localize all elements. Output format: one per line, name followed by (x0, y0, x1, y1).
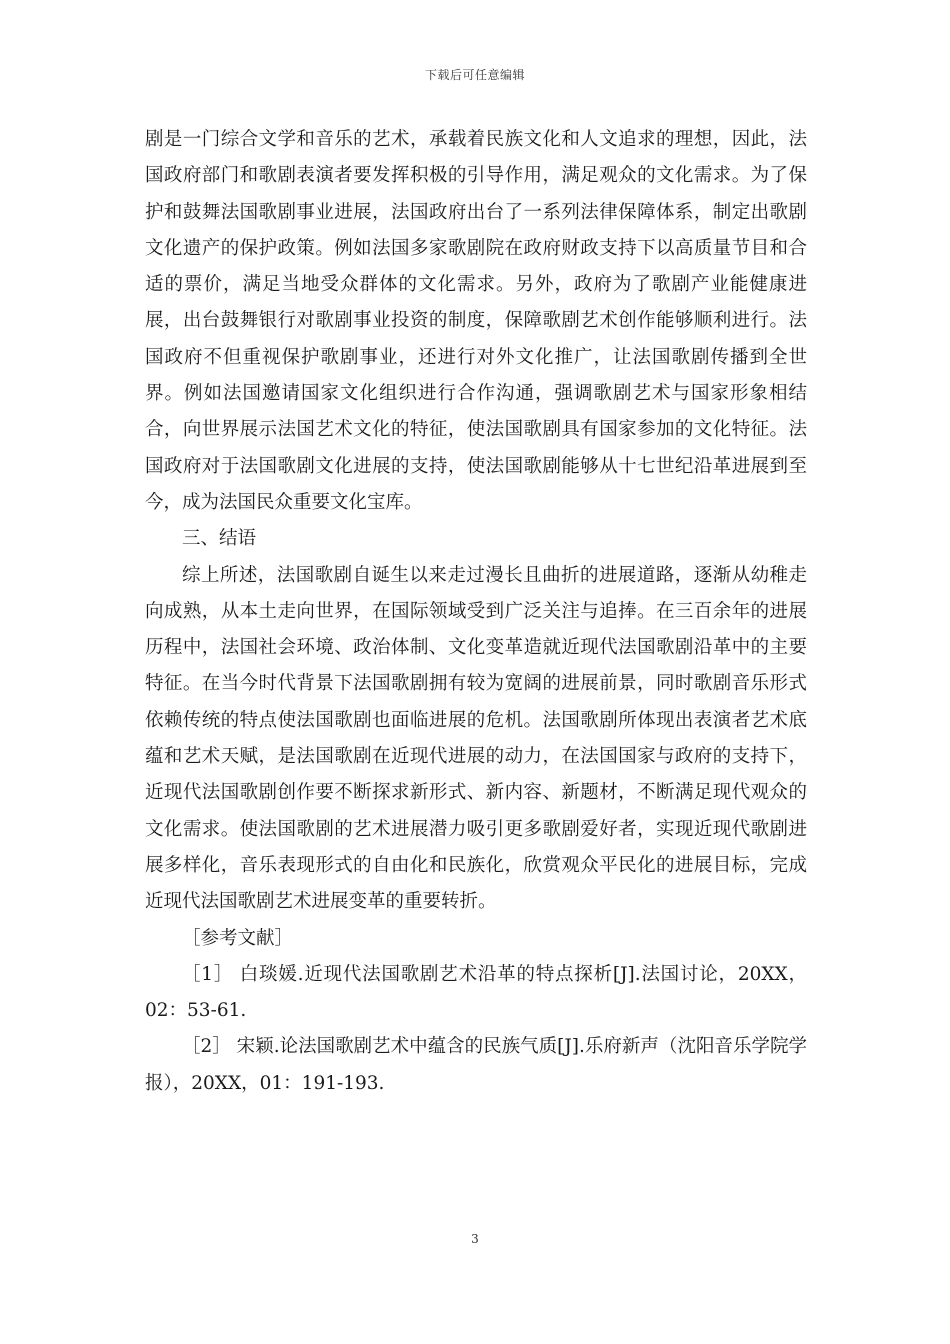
page-number: 3 (471, 1232, 479, 1246)
body-paragraph: 综上所述，法国歌剧自诞生以来走过漫长且曲折的进展道路，逐渐从幼稚走向成熟，从本土走向世界，在国际领域受到广泛关注与追捧。在三百余年的进展历程中，法国社会环境、政治体制、文化变革造就近现代法国歌剧沿革中的主要特征。在当今时代背景下法国歌剧拥有较为宽阔的进展前景，同时歌剧音乐形式依赖传统的特点使法国歌剧也面临进展的危机。法国歌剧所体现出表演者艺术底蕴和艺术天赋，是法国歌剧在近现代进展的动力，在法国国家与政府的支持下，近现代法国歌剧创作要不断探求新形式、新内容、新题材，不断满足现代观众的文化需求。使法国歌剧的艺术进展潜力吸引更多歌剧爱好者，实现近现代歌剧进展多样化，音乐表现形式的自由化和民族化，欣赏观众平民化的进展目标，完成近现代法国歌剧艺术进展变革的重要转折。 (145, 564, 807, 913)
body-paragraph: 剧是一门综合文学和音乐的艺术，承载着民族文化和人文追求的理想，因此，法国政府部门和歌剧表演者要发挥积极的引导作用，满足观众的文化需求。为了保护和鼓舞法国歌剧事业进展，法国政府出台了一系列法律保障体系，制定出歌剧文化遗产的保护政策。例如法国多家歌剧院在政府财政支持下以高质量节目和合适的票价，满足当地受众群体的文化需求。另外，政府为了歌剧产业能健康进展，出台鼓舞银行对歌剧事业投资的制度，保障歌剧艺术创作能够顺利进行。法国政府不但重视保护歌剧事业，还进行对外文化推广，让法国歌剧传播到全世界。例如法国邀请国家文化组织进行合作沟通，强调歌剧艺术与国家形象相结合，向世界展示法国艺术文化的特征，使法国歌剧具有国家参加的文化特征。法国政府对于法国歌剧文化进展的支持，使法国歌剧能够从十七世纪沿革进展到至今，成为法国民众重要文化宝库。 (145, 129, 807, 513)
reference-item: ［1］ 白琰媛.近现代法国歌剧艺术沿革的特点探析[J].法国讨论，20XX，02：53-61. (145, 963, 807, 1022)
references-heading: ［参考文献］ (182, 927, 294, 949)
page-header: 下载后可任意编辑 (424, 68, 525, 82)
section-heading: 三、结语 (182, 528, 257, 550)
reference-item: ［2］ 宋颖.论法国歌剧艺术中蕴含的民族气质[J].乐府新声（沈阳音乐学院学报），20XX，01：191-193. (145, 1036, 807, 1094)
document-body (145, 122, 807, 1102)
